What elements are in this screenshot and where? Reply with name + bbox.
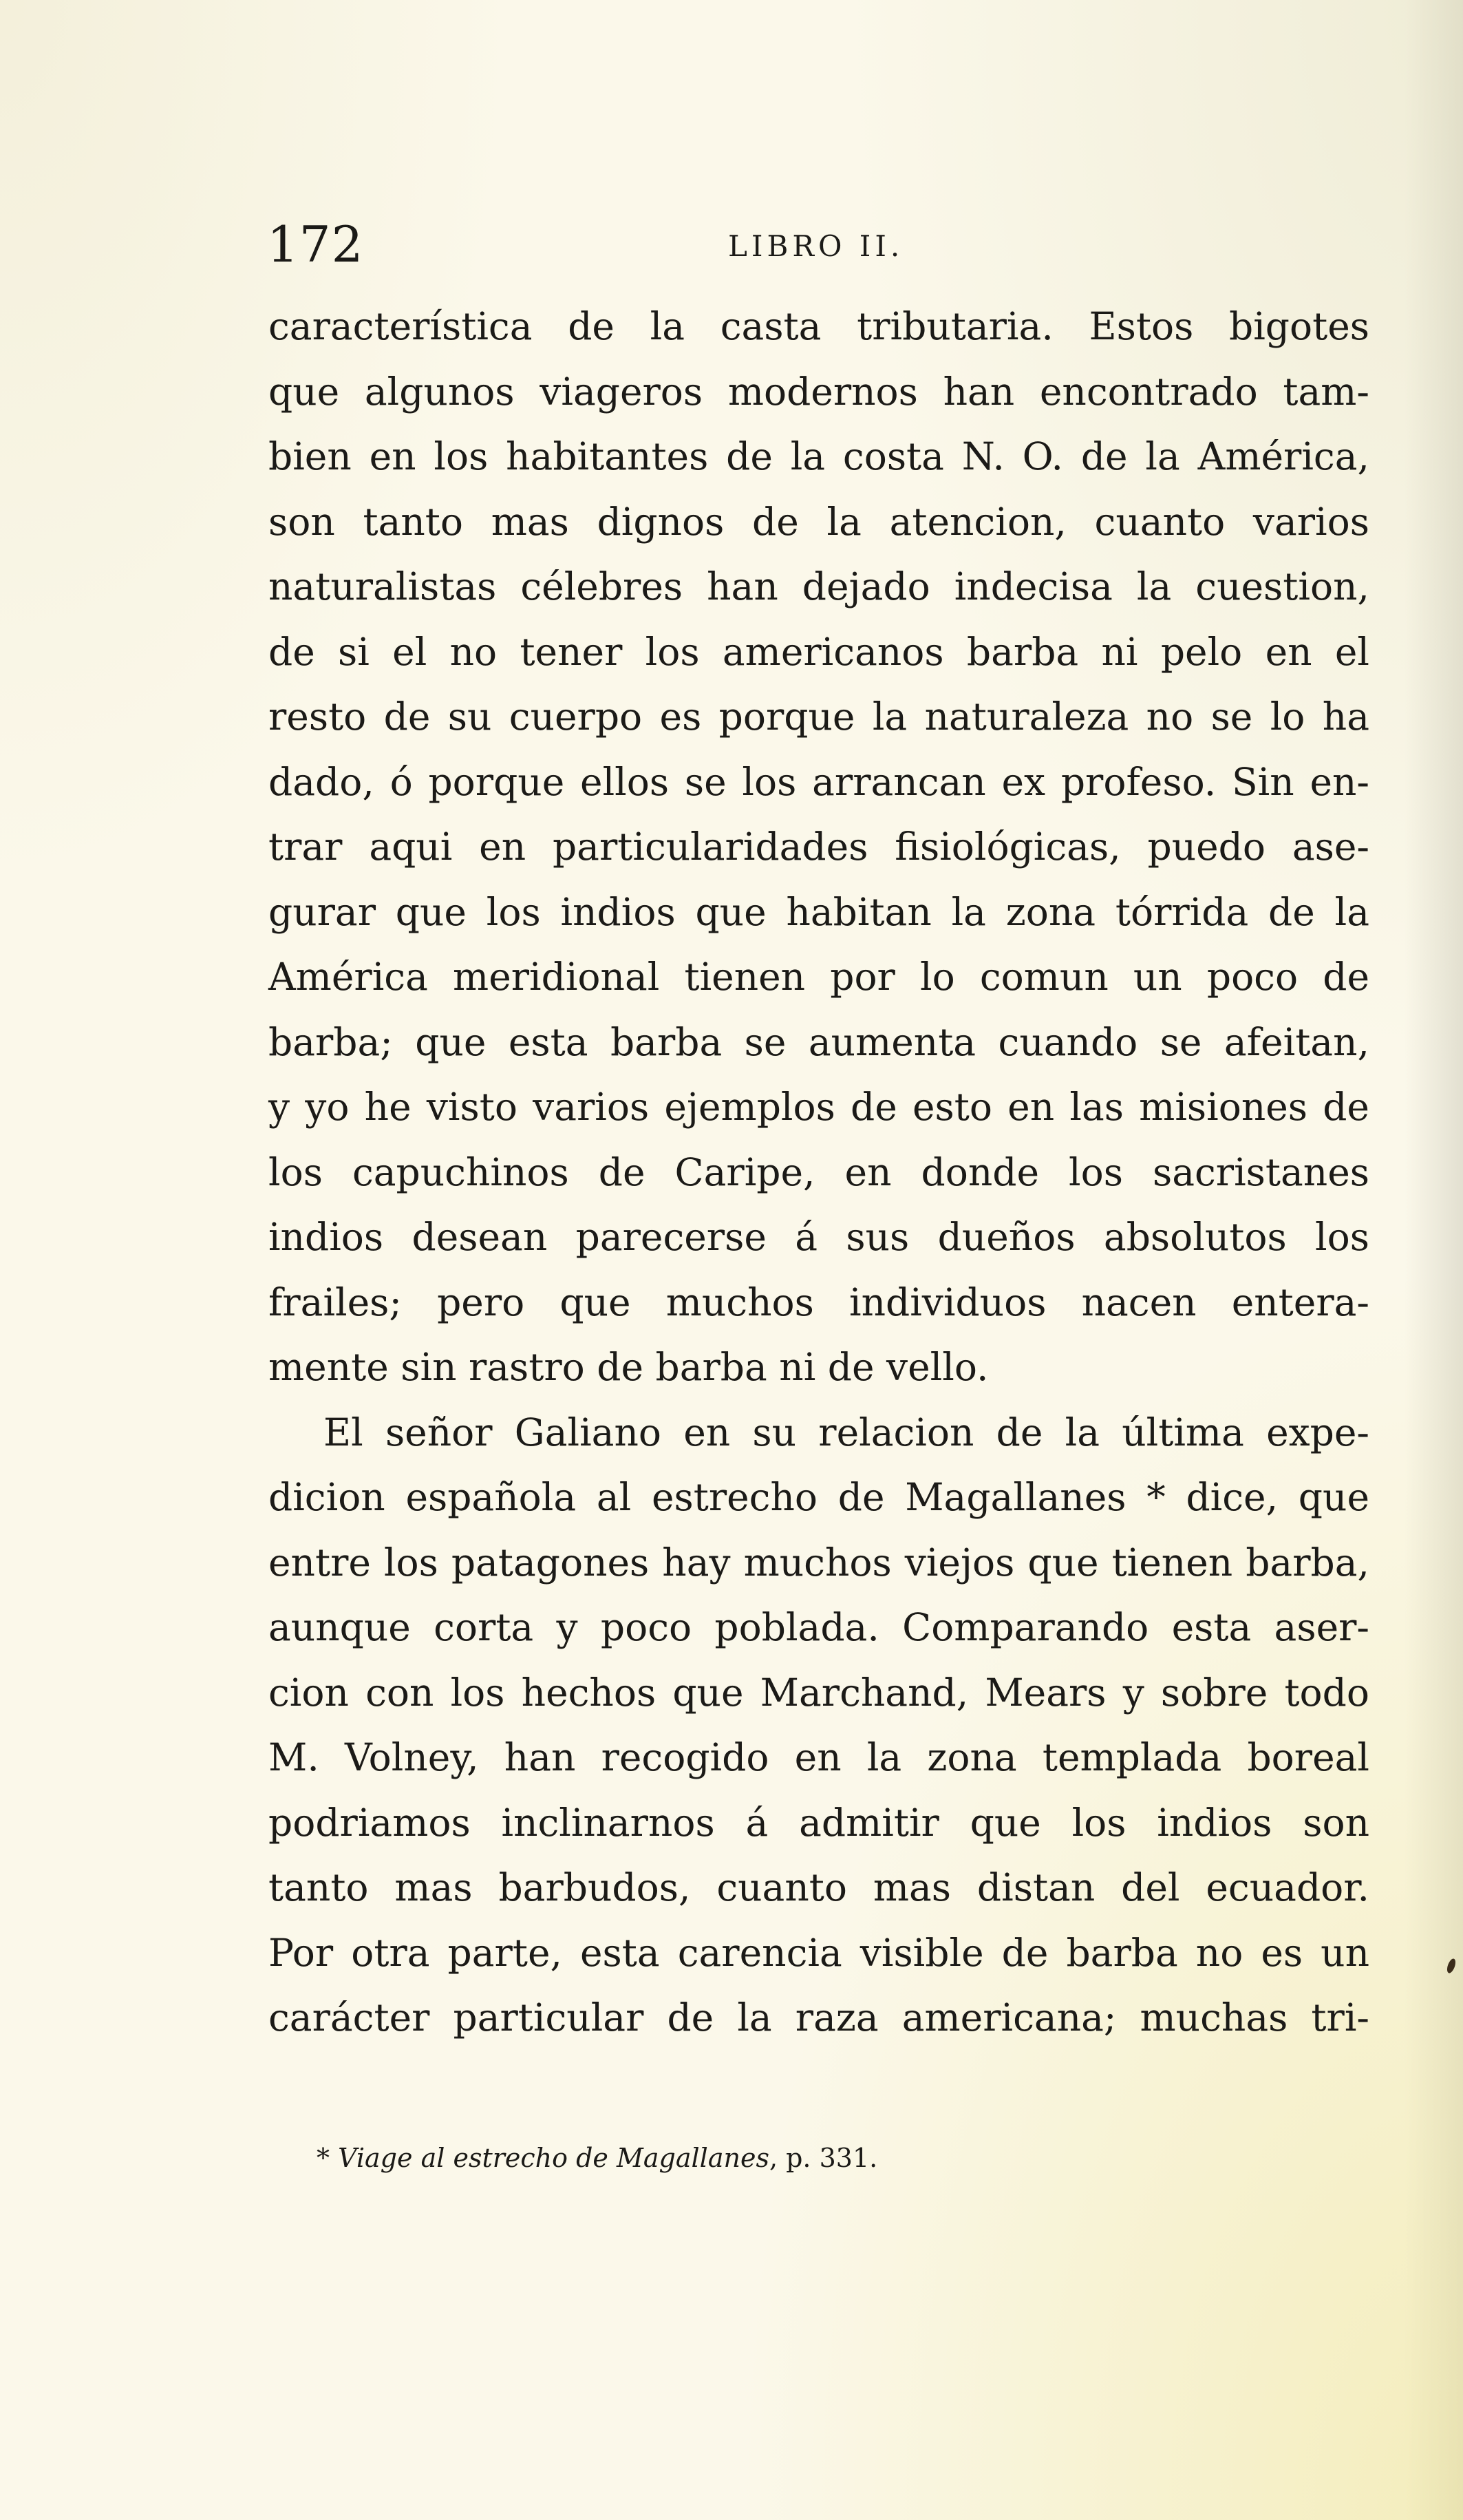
text-line: naturalistas célebres han dejado indecisa la cuestion, <box>268 564 1369 608</box>
paragraph-start-line: El señor Galiano en su relacion de la última expe- <box>323 1410 1369 1454</box>
running-head <box>267 207 1368 282</box>
text-line: los capuchinos de Caripe, en donde los sacristanes <box>268 1150 1369 1194</box>
footnote <box>317 2134 877 2182</box>
page-number: 172 <box>267 215 364 273</box>
footnote-title: Viage al estrecho de Magallanes <box>338 2143 769 2173</box>
text-line: característica de la casta tributaria. Estos bigotes <box>268 304 1369 348</box>
footnote-marker: * <box>317 2143 330 2173</box>
text-line: dicion española al estrecho de Magallanes * dice, que <box>268 1475 1369 1519</box>
text-line: y yo he visto varios ejemplos de esto en las misiones de <box>268 1085 1369 1129</box>
ink-mark <box>1446 1958 1457 1974</box>
text-line: que algunos viageros modernos han encontrado tam- <box>268 369 1369 414</box>
chapter-title: LIBRO II. <box>728 229 904 263</box>
text-line: aunque corta y poco poblada. Comparando esta aser- <box>268 1605 1369 1649</box>
text-line: cion con los hechos que Marchand, Mears y sobre todo <box>268 1670 1369 1715</box>
text-line: frailes; pero que muchos individuos nacen entera- <box>268 1280 1369 1324</box>
text-line: resto de su cuerpo es porque la naturaleza no se lo ha <box>268 695 1369 739</box>
text-line: América meridional tienen por lo comun un poco de <box>268 955 1369 999</box>
text-line: indios desean parecerse á sus dueños absolutos los <box>268 1215 1369 1259</box>
text-line: son tanto mas dignos de la atencion, cuanto varios <box>268 499 1369 544</box>
paragraph-end-line: mente sin rastro de barba ni de vello. <box>268 1345 989 1389</box>
text-line: bien en los habitantes de la costa N. O. de la América, <box>268 434 1369 478</box>
text-line: Por otra parte, esta carencia visible de barba no es un <box>268 1930 1369 1975</box>
text-line: carácter particular de la raza americana; muchas tri- <box>268 1995 1369 2040</box>
text-line: gurar que los indios que habitan la zona tórrida de la <box>268 889 1369 934</box>
text-line: barba; que esta barba se aumenta cuando se afeitan, <box>268 1019 1369 1064</box>
text-line: podriamos inclinarnos á admitir que los indios son <box>268 1800 1369 1845</box>
footnote-page-ref: , p. 331. <box>769 2143 878 2173</box>
text-line: de si el no tener los americanos barba ni pelo en el <box>268 629 1369 674</box>
text-line: tanto mas barbudos, cuanto mas distan del ecuador. <box>268 1865 1369 1909</box>
text-line: entre los patagones hay muchos viejos que tienen barba, <box>268 1540 1369 1585</box>
text-line: M. Volney, han recogido en la zona templada boreal <box>268 1735 1369 1779</box>
body-text <box>268 294 1369 2051</box>
text-line: trar aqui en particularidades fisiológicas, puedo ase- <box>268 825 1369 869</box>
text-line: dado, ó porque ellos se los arrancan ex profeso. Sin en- <box>268 759 1369 804</box>
